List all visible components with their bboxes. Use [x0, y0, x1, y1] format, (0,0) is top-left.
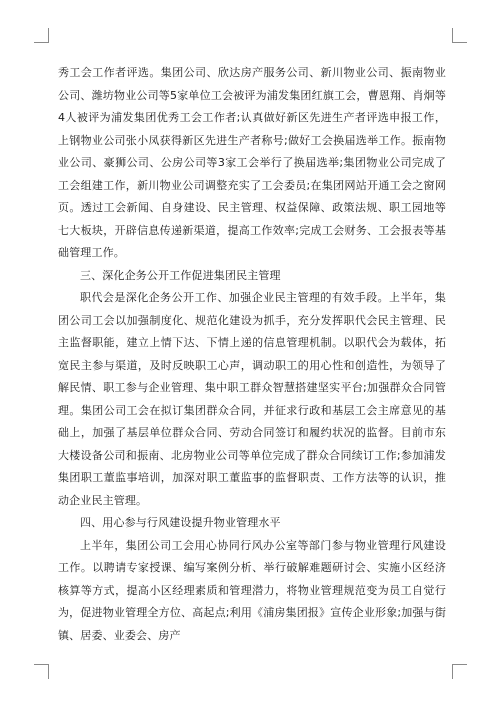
section-heading-4: 四、用心参与行风建设提升物业管理水平 — [80, 516, 281, 529]
paragraph-property-management: 上半年，集团公司工会用心协同行风办公室等部门参与物业管理行风建设工作。以聘请专家授课、编写案例分析、举行破解难题研讨会、实施小区经济核算等方式，提高小区经理素质和管理潜力，将物业管理规范变为员工自觉行为，促进物业管理全方位、高起点;利用《浦房集团报》宣传企业形象;加强与街镇、居委、业委会、房产 — [58, 538, 446, 642]
section-heading-3: 三、深化企务公开工作促进集团民主管理 — [80, 268, 281, 282]
paragraph-continuation: 秀工会工作者评选。集团公司、欣达房产服务公司、新川物业公司、振南物业公司、潍坊物业公司等5家单位工会被评为浦发集团红旗工会，曹恩翔、肖炯等4人被评为浦发集团优秀工会工作者;认真做好新区先进生产者评选申报工作，上钢物业公司张小凤获得新区先进生产者称号;做好工会换届选举工作。振南物业公司、豪狮公司、公房公司等3家工会举行了换届选举;集团物业公司完成了工会组建工作，新川物业公司调整充实了工会委员;在集团网站开通工会之窗网页。透过工会新闻、自身建设、民主管理、权益保障、政策法规、职工园地等七大板块，开辟信息传递新渠道，提高工作效率;完成工会财务、工会报表等基础管理工作。 — [58, 66, 446, 259]
crop-mark-bottom-right — [452, 664, 467, 679]
crop-mark-top-left — [34, 28, 49, 43]
document-body — [58, 62, 446, 647]
crop-mark-bottom-left — [34, 664, 49, 679]
paragraph-democratic-management: 职代会是深化企务公开工作、加强企业民主管理的有效手段。上半年，集团公司工会以加强制度化、规范化建设为抓手，充分发挥职代会民主管理、民主监督职能，建立上情下达、下情上递的信息管理机制。以职代会为载体，拓宽民主参与渠道，及时反映职工心声，调动职工的用心性和创造性，为领导了解民情、职工参与企业管理、集中职工群众智慧搭建坚实平台;加强群众合同管理。集团公司工会在拟订集团群众合同，并征求行政和基层工会主席意见的基础上，加强了基层单位群众合同、劳动合同签订和履约状况的监督。目前市东大楼设备公司和振南、北房物业公司等单位完成了群众合同续订工作;参加浦发集团职工董监事培训，加深对职工董监事的监督职责、工作方法等的认识，推动企业民主管理。 — [58, 291, 446, 507]
crop-mark-top-right — [452, 28, 467, 43]
